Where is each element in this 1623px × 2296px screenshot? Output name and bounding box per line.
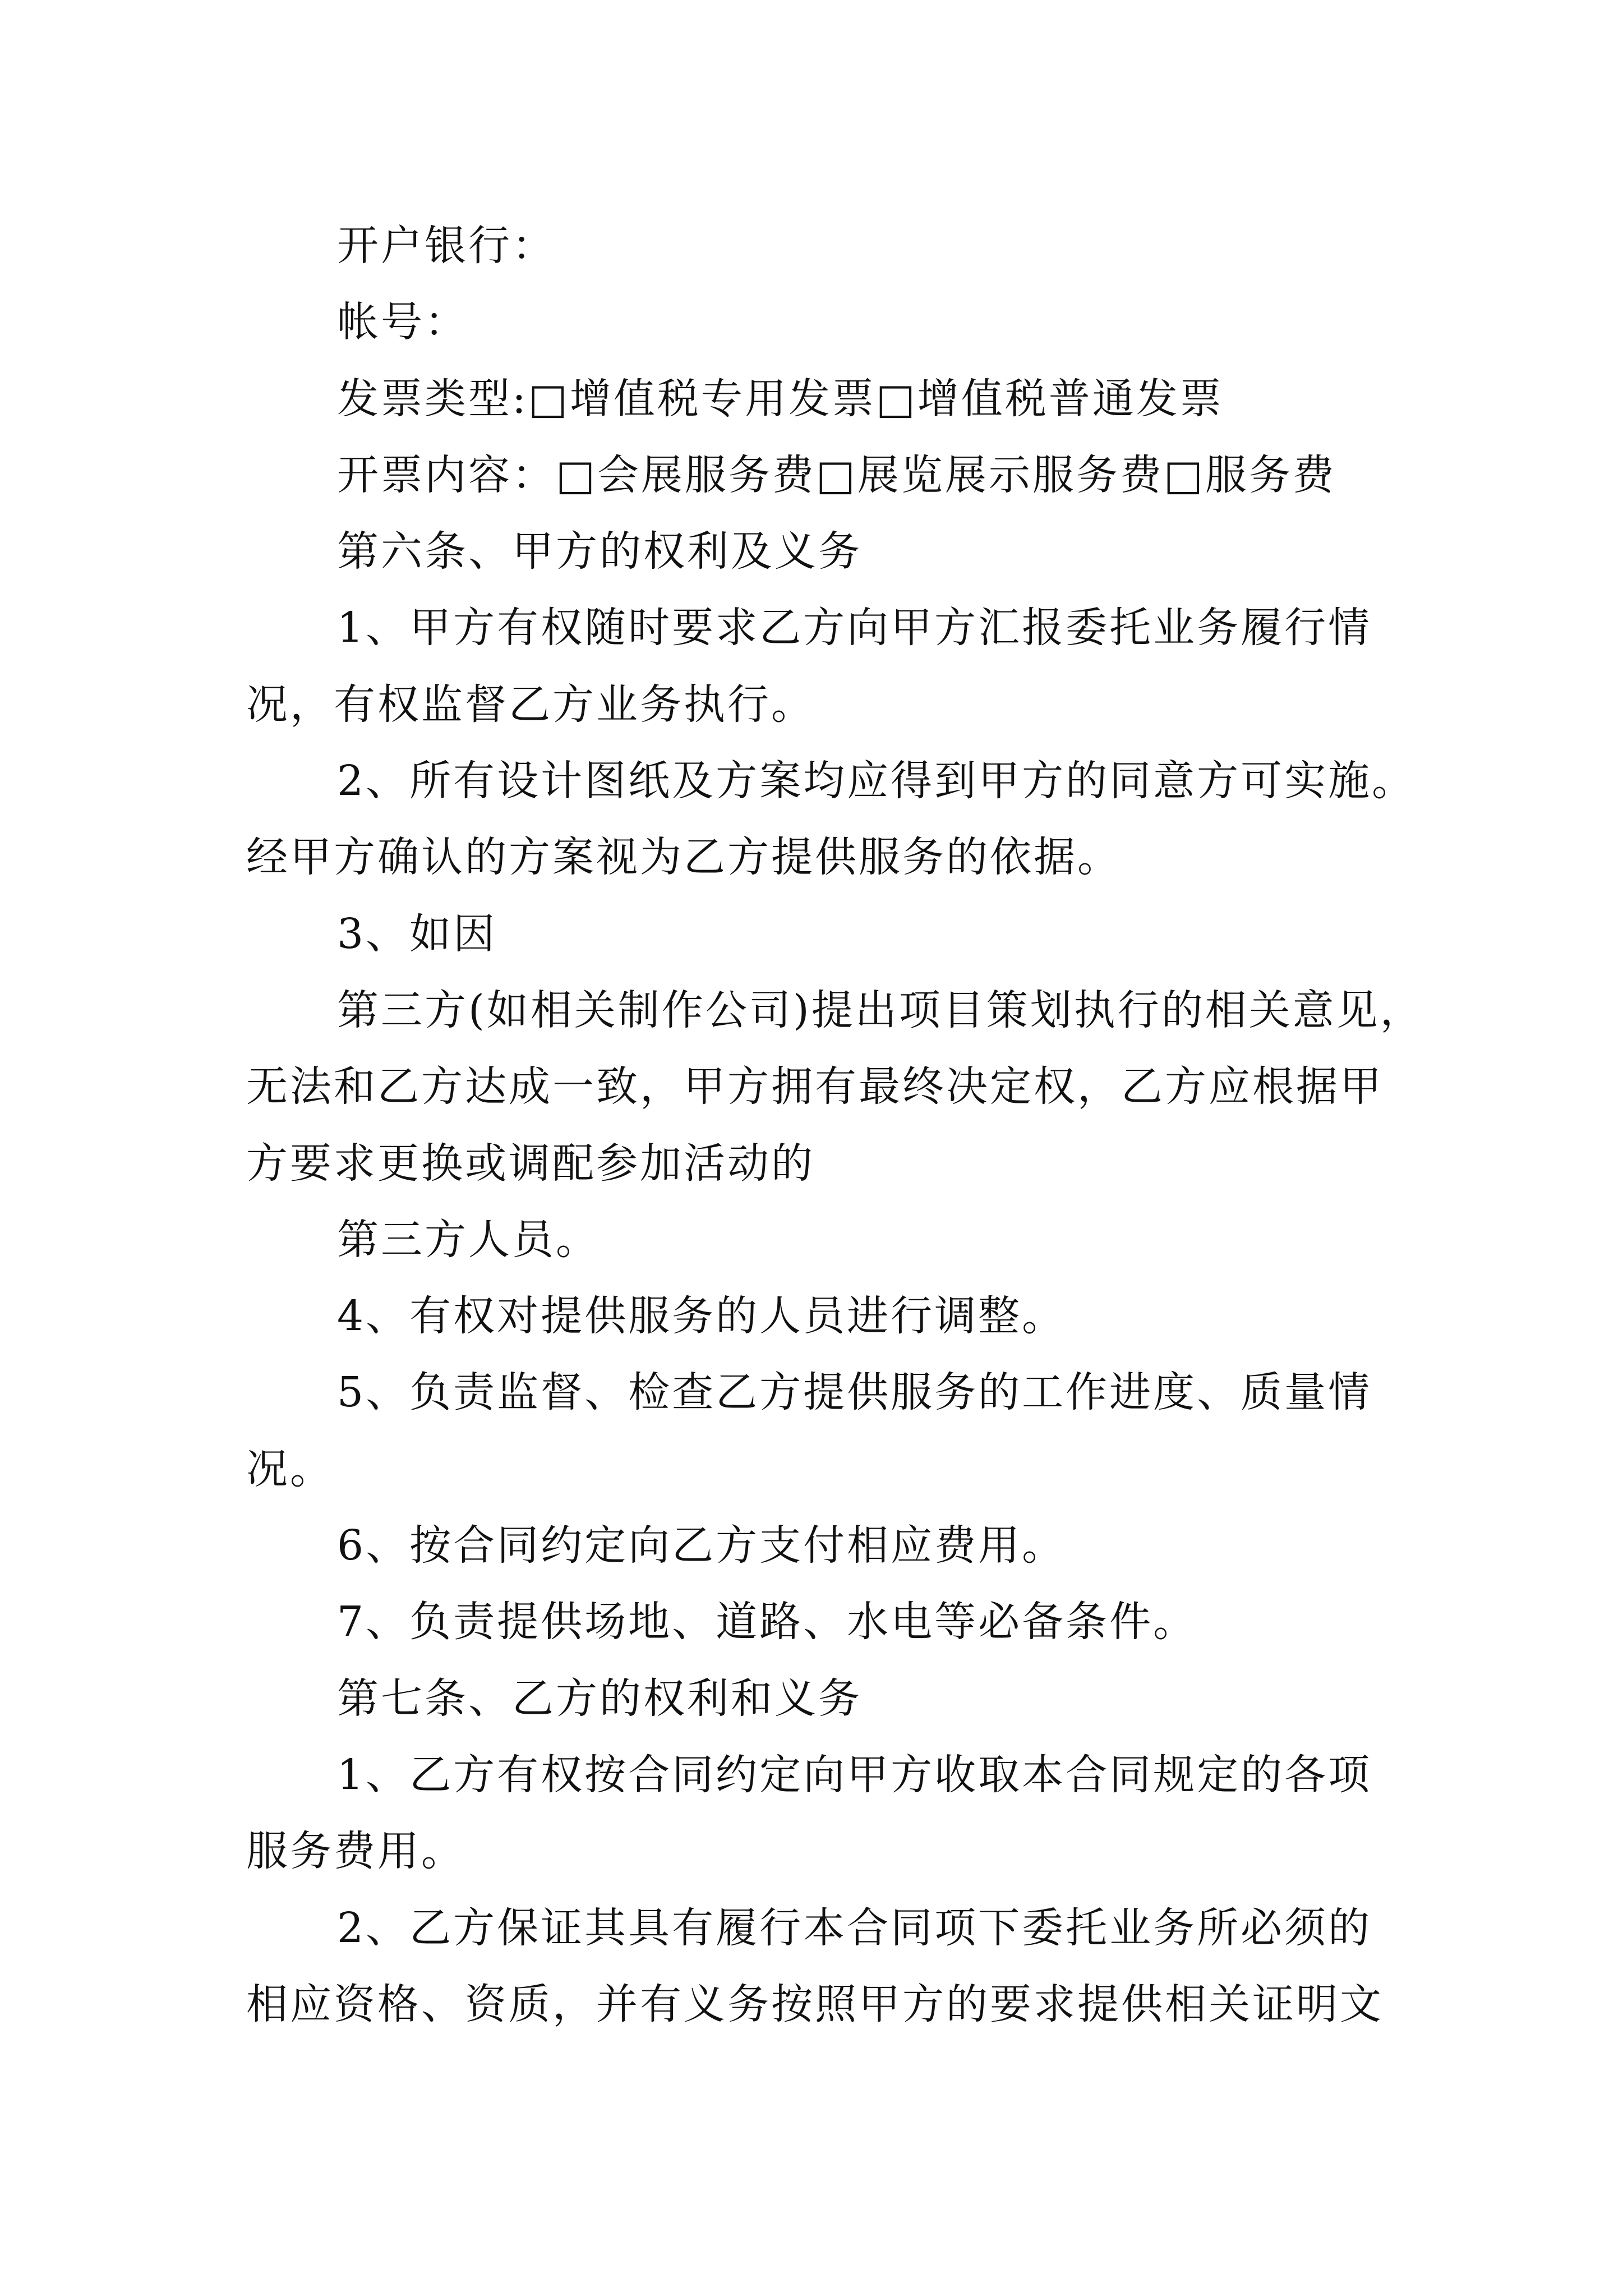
clause-6-4: 4、有权对提供服务的人员进行调整。 bbox=[337, 1292, 1066, 1341]
invoice-type-field: 发票类型:□增值税专用发票□增值税普通发票 bbox=[337, 374, 1224, 423]
account-field: 帐号： bbox=[337, 298, 468, 347]
contract-text bbox=[246, 208, 1424, 2042]
clause-6-7: 7、负责提供场地、道路、水电等必备条件。 bbox=[337, 1598, 1197, 1646]
clause-7-1-line-1: 1、乙方有权按合同约定向甲方收取本合同规定的各项 bbox=[337, 1750, 1372, 1799]
clause-6-1-line-2: 况，有权监督乙方业务执行。 bbox=[246, 680, 815, 729]
clause-6-3-line-4: 方要求更换或调配参加活动的 bbox=[246, 1139, 815, 1188]
clause-6-3-line-1: 3、如因 bbox=[337, 909, 497, 958]
invoice-content-field: 开票内容：□会展服务费□展览展示服务费□服务费 bbox=[337, 450, 1336, 499]
clause-6-1-line-1: 1、甲方有权随时要求乙方向甲方汇报委托业务履行情 bbox=[337, 604, 1372, 652]
clause-6-2-line-1: 2、所有设计图纸及方案均应得到甲方的同意方可实施。 bbox=[337, 757, 1416, 806]
clause-7-1-line-2: 服务费用。 bbox=[246, 1827, 465, 1876]
clause-6-3-line-5: 第三方人员。 bbox=[337, 1215, 600, 1264]
section-heading-article-7: 第七条、乙方的权利和义务 bbox=[337, 1674, 862, 1723]
clause-6-2-line-2: 经甲方确认的方案视为乙方提供服务的依据。 bbox=[246, 833, 1121, 882]
clause-6-5-line-1: 5、负责监督、检查乙方提供服务的工作进度、质量情 bbox=[337, 1368, 1372, 1417]
clause-6-3-line-3: 无法和乙方达成一致，甲方拥有最终决定权，乙方应根据甲 bbox=[246, 1062, 1384, 1111]
clause-6-6: 6、按合同约定向乙方支付相应费用。 bbox=[337, 1521, 1066, 1570]
clause-6-5-line-2: 况。 bbox=[246, 1444, 334, 1493]
clause-7-2-line-2: 相应资格、资质，并有义务按照甲方的要求提供相关证明文 bbox=[246, 1980, 1384, 2028]
clause-7-2-line-1: 2、乙方保证其具有履行本合同项下委托业务所必须的 bbox=[337, 1903, 1372, 1952]
bank-field: 开户银行： bbox=[337, 222, 556, 270]
section-heading-article-6: 第六条、甲方的权利及义务 bbox=[337, 527, 862, 576]
clause-6-3-line-2: 第三方(如相关制作公司)提出项目策划执行的相关意见， bbox=[337, 986, 1424, 1034]
